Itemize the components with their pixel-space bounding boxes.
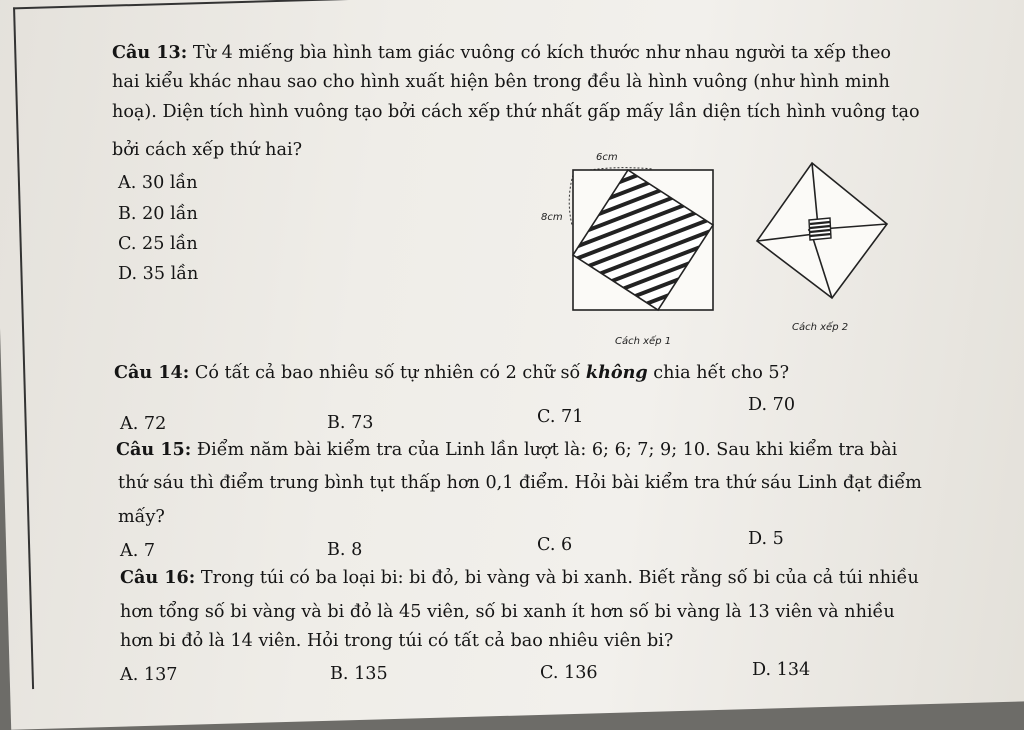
q16-option-a[interactable]: A. 137 [120,665,178,685]
q14-emphasis: không [585,362,648,383]
q13-label: Câu 13: [112,42,188,63]
q16-option-c[interactable]: C. 136 [540,663,598,683]
q13-line-3: hoạ). Diện tích hình vuông tạo bởi cách xếp thứ nhất gấp mấy lần diện tích hình vuông tạo [112,102,920,122]
q15-line-2: thứ sáu thì điểm trung bình tụt thấp hơn 0,1 điểm. Hỏi bài kiểm tra thứ sáu Linh đạt điểm [118,473,922,493]
q13-option-d[interactable]: D. 35 lần [118,264,199,284]
q15-line-1: Câu 15: Điểm năm bài kiểm tra của Linh lần lượt là: 6; 6; 7; 9; 10. Sau khi kiểm tra bài [116,439,898,460]
q14-label: Câu 14: [114,362,190,383]
q15-label: Câu 15: [116,439,192,460]
fig1-top-dimension: 6cm [596,152,618,163]
q16-label: Câu 16: [120,567,196,588]
q15-option-b[interactable]: B. 8 [327,540,363,560]
figure-arrangement-2 [752,158,892,303]
figure-arrangement-1 [568,165,718,315]
fig2-caption: Cách xếp 2 [792,322,849,333]
q16-line-1: Câu 16: Trong túi có ba loại bi: bi đỏ, bi vàng và bi xanh. Biết rằng số bi của cả túi nhiều [120,567,919,588]
q13-option-a[interactable]: A. 30 lần [118,173,198,193]
fig1-side-dimension: 8cm [541,212,563,223]
q14-line-1: Câu 14: Có tất cả bao nhiêu số tự nhiên có 2 chữ số không chia hết cho 5? [114,362,790,383]
q15-option-a[interactable]: A. 7 [120,541,156,561]
q13-line-2: hai kiểu khác nhau sao cho hình xuất hiện bên trong đều là hình vuông (như hình minh [112,72,890,92]
q16-option-d[interactable]: D. 134 [752,660,811,680]
q13-line-1: Câu 13: Từ 4 miếng bìa hình tam giác vuông có kích thước như nhau người ta xếp theo [112,42,891,63]
q13-option-b[interactable]: B. 20 lần [118,204,198,224]
q14-option-b[interactable]: B. 73 [327,413,374,433]
fig1-caption: Cách xếp 1 [615,336,672,347]
q16-line-3: hơn bi đỏ là 14 viên. Hỏi trong túi có tất cả bao nhiêu viên bi? [120,631,674,651]
q15-option-c[interactable]: C. 6 [537,535,573,555]
q16-line-2: hơn tổng số bi vàng và bi đỏ là 45 viên, số bi xanh ít hơn số bi vàng là 13 viên và nhiều [120,602,895,622]
q15-line-3: mấy? [118,507,165,527]
q13-option-c[interactable]: C. 25 lần [118,234,198,254]
q14-option-a[interactable]: A. 72 [120,414,167,434]
q14-option-c[interactable]: C. 71 [537,407,584,427]
q15-option-d[interactable]: D. 5 [748,529,784,549]
q13-line-4: bởi cách xếp thứ hai? [112,140,303,160]
q16-option-b[interactable]: B. 135 [330,664,388,684]
q14-option-d[interactable]: D. 70 [748,395,796,415]
